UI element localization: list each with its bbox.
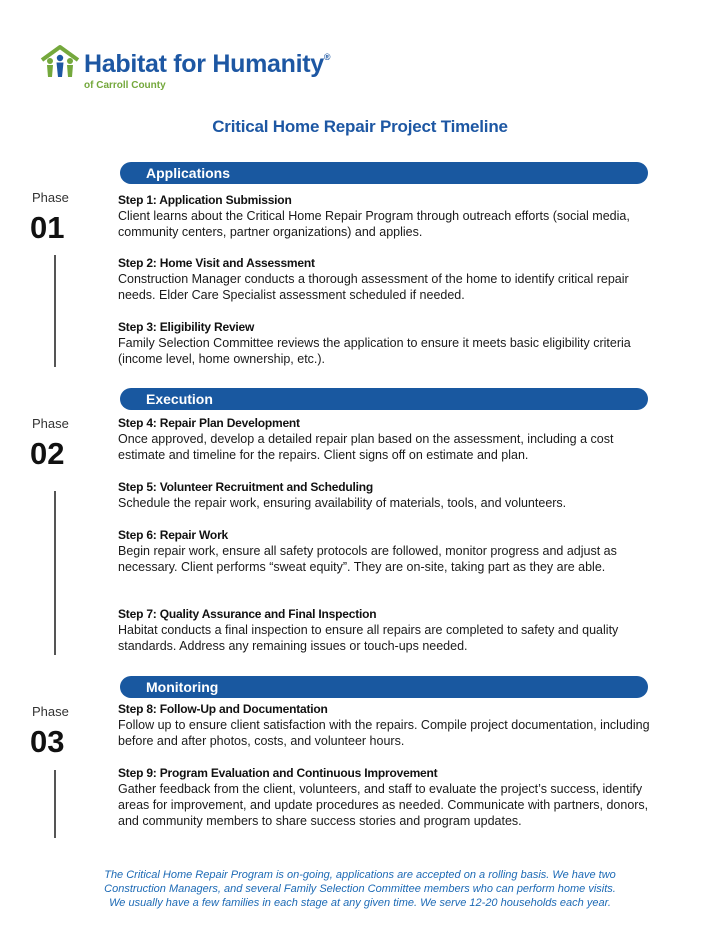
step-title: Step 3: Eligibility Review bbox=[118, 320, 255, 334]
step-title: Step 9: Program Evaluation and Continuous Improvement bbox=[118, 766, 438, 780]
phase-label: Phase bbox=[32, 704, 69, 719]
step-description: Once approved, develop a detailed repair plan based on the assessment, including a cost estimate and timeline for the repairs. Client signs off on estimate and plan. bbox=[118, 432, 614, 462]
footer-line: Construction Managers, and several Family Selection Committee members who can perform home visits. bbox=[104, 883, 616, 895]
habitat-logo-icon bbox=[40, 44, 80, 78]
step-description: Habitat conducts a final inspection to ensure all repairs are completed to safety and quality standards. Address any remaining issues or touch-ups needed. bbox=[118, 623, 619, 653]
step-item bbox=[118, 607, 658, 654]
phase-banner-execution bbox=[120, 388, 648, 410]
step-title: Step 8: Follow-Up and Documentation bbox=[118, 702, 328, 716]
phase-banner-label: Monitoring bbox=[146, 679, 219, 695]
footer-line: The Critical Home Repair Program is on-going, applications are accepted on a rolling basis. We have two bbox=[104, 869, 616, 881]
phase-timeline-line bbox=[54, 770, 56, 838]
phase-banner-monitoring bbox=[120, 676, 648, 698]
step-title: Step 2: Home Visit and Assessment bbox=[118, 256, 315, 270]
phase-banner-label: Execution bbox=[146, 391, 213, 407]
step-item bbox=[118, 256, 658, 303]
step-description: Schedule the repair work, ensuring availability of materials, tools, and volunteers. bbox=[118, 496, 567, 510]
phase-label: Phase bbox=[32, 190, 69, 205]
phase-number: 03 bbox=[30, 724, 65, 759]
step-title: Step 4: Repair Plan Development bbox=[118, 416, 300, 430]
step-item bbox=[118, 320, 658, 367]
document-title: Critical Home Repair Project Timeline bbox=[212, 117, 508, 136]
org-subtitle: of Carroll County bbox=[84, 80, 166, 91]
step-title: Step 1: Application Submission bbox=[118, 193, 292, 207]
step-description: Client learns about the Critical Home Repair Program through outreach efforts (social media, community centers, partner organizations) and applies. bbox=[118, 209, 630, 239]
phase-timeline-line bbox=[54, 255, 56, 367]
step-title: Step 7: Quality Assurance and Final Inspection bbox=[118, 607, 377, 621]
step-description: Begin repair work, ensure all safety protocols are followed, monitor progress and adjust as necessary. Client performs “sweat equity”. They are on-site, taking part as they are able. bbox=[118, 544, 617, 574]
phase-label: Phase bbox=[32, 416, 69, 431]
org-name: Habitat for Humanity® bbox=[84, 50, 331, 78]
step-item bbox=[118, 528, 658, 575]
step-item bbox=[118, 480, 658, 511]
footer-note bbox=[40, 868, 680, 910]
footer-line: We usually have a few families in each stage at any given time. We serve 12-20 households each year. bbox=[109, 897, 611, 909]
step-item bbox=[118, 416, 658, 463]
phase-number: 02 bbox=[30, 436, 65, 471]
habitat-logo bbox=[40, 44, 360, 94]
phase-banner-label: Applications bbox=[146, 165, 231, 181]
step-description: Family Selection Committee reviews the application to ensure it meets basic eligibility criteria (income level, home ownership, etc.). bbox=[118, 336, 631, 366]
step-item bbox=[118, 766, 658, 829]
step-item bbox=[118, 702, 658, 749]
phase-timeline-line bbox=[54, 491, 56, 655]
phase-banner-applications bbox=[120, 162, 648, 184]
step-title: Step 5: Volunteer Recruitment and Scheduling bbox=[118, 480, 374, 494]
step-description: Follow up to ensure client satisfaction with the repairs. Compile project documentation, including before and after photos, costs, and volunteer hours. bbox=[118, 718, 650, 748]
step-description: Construction Manager conducts a thorough assessment of the home to identify critical repair needs. Elder Care Specialist assessment scheduled if needed. bbox=[118, 272, 629, 302]
step-title: Step 6: Repair Work bbox=[118, 528, 229, 542]
step-description: Gather feedback from the client, volunteers, and staff to evaluate the project’s success, identify areas for improvement, and update procedures as needed. Communicate with partners, donors, and community members to share success stories and program updates. bbox=[118, 782, 649, 828]
step-item bbox=[118, 193, 658, 240]
phase-number: 01 bbox=[30, 210, 65, 245]
